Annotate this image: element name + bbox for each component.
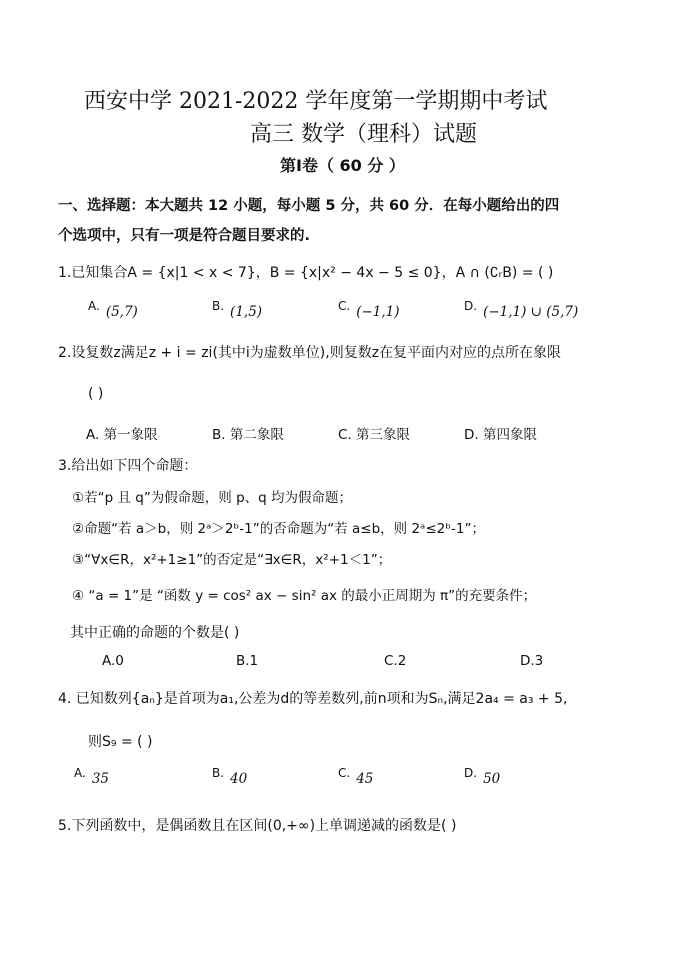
section-instructions-line1: 一、选择题：本大题共 12 小题，每小题 5 分，共 60 分．在每小题给出的四: [58, 198, 560, 214]
option-label: C.: [338, 427, 352, 443]
option-label: D.: [464, 766, 478, 780]
q3-option-b: B.1: [236, 653, 259, 669]
q2-option-d: [464, 423, 537, 443]
option-text: 45: [356, 771, 374, 787]
option-text: (5,7): [105, 304, 138, 320]
question-4-stem: 4. 已知数列{aₙ}是首项为a₁,公差为d的等差数列,前n项和为Sₙ,满足2a₄ = a₃ + 5,: [58, 691, 568, 707]
q2-option-a: [86, 423, 158, 443]
q4-option-c: [338, 766, 374, 787]
option-text: 第四象限: [482, 427, 537, 443]
question-2-stem: 2.设复数z满足z + i = zi(其中i为虚数单位),则复数z在复平面内对应的点所在象限: [58, 345, 562, 361]
question-3-stem: 3.给出如下四个命题：: [58, 458, 198, 474]
exam-title: 西安中学 2021-2022 学年度第一学期期中考试: [84, 89, 548, 114]
option-text: (−1,1): [356, 304, 400, 320]
q4-option-d: [464, 766, 501, 787]
q3-option-a: A.0: [102, 653, 124, 669]
question-1-stem: 1.已知集合A = {x|1 < x < 7}，B = {x|x² − 4x − 5 ≤ 0}，A ∩ (∁ᵣB) = ( ): [58, 265, 554, 281]
question-4-line2: 则S₉ = ( ): [88, 734, 153, 750]
option-text: 第二象限: [229, 427, 284, 443]
q4-option-b: [212, 766, 248, 787]
q3-option-d: D.3: [520, 653, 544, 669]
exam-subtitle: 高三 数学（理科）试题: [250, 122, 477, 147]
option-text: 50: [483, 771, 501, 787]
option-text: 35: [91, 771, 109, 787]
option-label: B.: [212, 299, 225, 313]
q3-statement-4: ④ “a = 1”是 “函数 y = cos² ax − sin² ax 的最小正周期为 π”的充要条件；: [72, 588, 537, 604]
q2-option-b: [212, 423, 284, 443]
q1-option-b: [212, 299, 263, 320]
option-text: 40: [230, 771, 248, 787]
q1-option-a: [88, 299, 138, 320]
option-label: A.: [86, 427, 100, 443]
option-label: C.: [338, 299, 351, 313]
option-text: (−1,1) ∪ (5,7): [483, 304, 579, 320]
q2-option-c: [338, 423, 410, 443]
volume-heading: 第Ⅰ卷（ 60 分 ）: [280, 156, 405, 175]
option-label: A.: [88, 299, 100, 313]
q1-option-c: [338, 299, 400, 320]
q3-statement-1: ①若“p 且 q”为假命题，则 p、q 均为假命题；: [72, 490, 353, 506]
q3-statement-2: ②命题“若 a＞b，则 2ᵃ＞2ᵇ-1”的否命题为“若 a≤b，则 2ᵃ≤2ᵇ-1”；: [72, 521, 485, 537]
option-label: B.: [212, 766, 225, 780]
question-2-answer-paren: ( ): [88, 386, 104, 402]
option-label: D.: [464, 299, 478, 313]
option-text: (1,5): [230, 304, 263, 320]
option-text: 第一象限: [103, 427, 158, 443]
option-label: D.: [464, 427, 479, 443]
question-5-stem: 5.下列函数中，是偶函数且在区间(0,+∞)上单调递减的函数是( ): [58, 818, 457, 834]
option-label: B.: [212, 427, 226, 443]
q3-question: 其中正确的命题的个数是( ): [70, 625, 240, 641]
q3-statement-3: ③“∀x∈R，x²+1≥1”的否定是“∃x∈R，x²+1＜1”；: [72, 552, 392, 568]
section-instructions-line2: 个选项中，只有一项是符合题目要求的.: [58, 228, 311, 244]
q3-option-c: C.2: [384, 653, 407, 669]
option-label: A.: [74, 766, 86, 780]
q1-option-d: [464, 299, 579, 320]
option-text: 第三象限: [356, 427, 411, 443]
option-label: C.: [338, 766, 351, 780]
q4-option-a: [74, 766, 109, 787]
